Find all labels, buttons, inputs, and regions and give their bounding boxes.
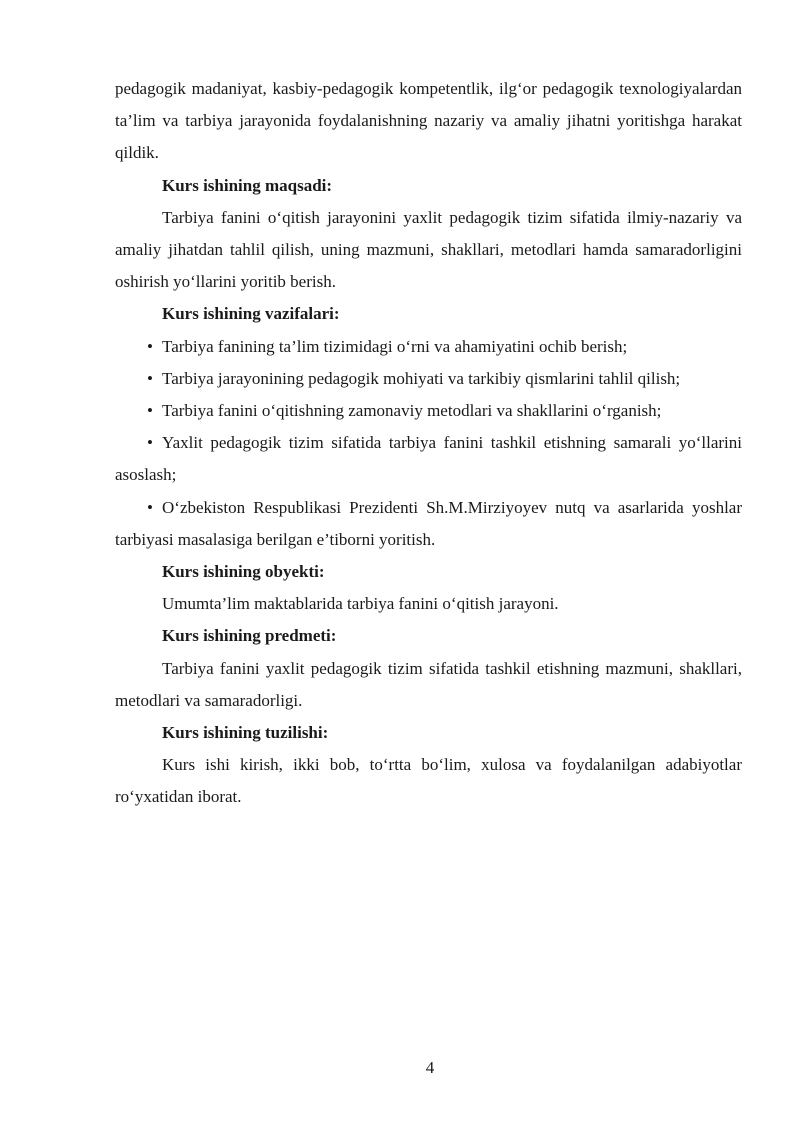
task-item-3 — [115, 395, 742, 427]
task-item-text: Tarbiya fanini o‘qitishning zamonaviy metodlari va shakllarini o‘rganish; — [162, 401, 662, 421]
object-paragraph: Umumta’lim maktablarida tarbiya fanini o‘qitish jarayoni. — [162, 594, 559, 614]
object-heading: Kurs ishining obyekti: — [162, 562, 325, 582]
task-item-5 — [115, 492, 742, 556]
task-item-text: Tarbiya jarayonining pedagogik mohiyati va tarkibiy qismlarini tahlil qilish; — [162, 368, 681, 388]
bullet-icon: • — [147, 497, 153, 517]
task-item-text: Yaxlit pedagogik tizim sifatida tarbiya fanini tashkil etishning samarali yo‘llarini asoslash; — [115, 433, 742, 485]
bullet-icon: • — [147, 368, 153, 388]
task-item-text: Tarbiya fanining ta’lim tizimidagi o‘rni va ahamiyatini ochib berish; — [162, 336, 628, 356]
goal-paragraph: Tarbiya fanini o‘qitish jarayonini yaxlit pedagogik tizim sifatida ilmiy-nazariy va amaliy jihatdan tahlil qilish, uning mazmuni, shakllari, metodlari hamda samaradorligini oshirish yo‘llarini yoritib berish. — [115, 207, 742, 292]
task-item-2 — [115, 363, 742, 395]
subject-heading: Kurs ishining predmeti: — [162, 626, 337, 646]
task-item-1 — [115, 331, 742, 363]
bullet-icon: • — [147, 433, 153, 453]
structure-paragraph: Kurs ishi kirish, ikki bob, to‘rtta bo‘lim, xulosa va foydalanilgan adabiyotlar ro‘yxatidan iborat. — [115, 755, 742, 807]
document-body — [115, 73, 742, 814]
task-item-text: O‘zbekiston Respublikasi Prezidenti Sh.M.Mirziyoyev nutq va asarlarida yoshlar tarbiyasi masalasiga berilgan e’tiborni yoritish. — [115, 497, 742, 549]
bullet-icon: • — [147, 336, 153, 356]
bullet-icon: • — [147, 401, 153, 421]
goal-heading: Kurs ishining maqsadi: — [162, 175, 333, 195]
subject-paragraph: Tarbiya fanini yaxlit pedagogik tizim sifatida tashkil etishning mazmuni, shakllari, metodlari va samaradorligi. — [115, 658, 742, 710]
task-item-4 — [115, 427, 742, 491]
structure-heading: Kurs ishining tuzilishi: — [162, 723, 329, 743]
page-number: 4 — [425, 1058, 435, 1077]
tasks-heading: Kurs ishining vazifalari: — [162, 304, 340, 324]
intro-paragraph: pedagogik madaniyat, kasbiy-pedagogik kompetentlik, ilg‘or pedagogik texnologiyalardan ta’lim va tarbiya jarayonida foydalanishning nazariy va amaliy jihatni yoritishga harakat qildik. — [115, 79, 742, 163]
